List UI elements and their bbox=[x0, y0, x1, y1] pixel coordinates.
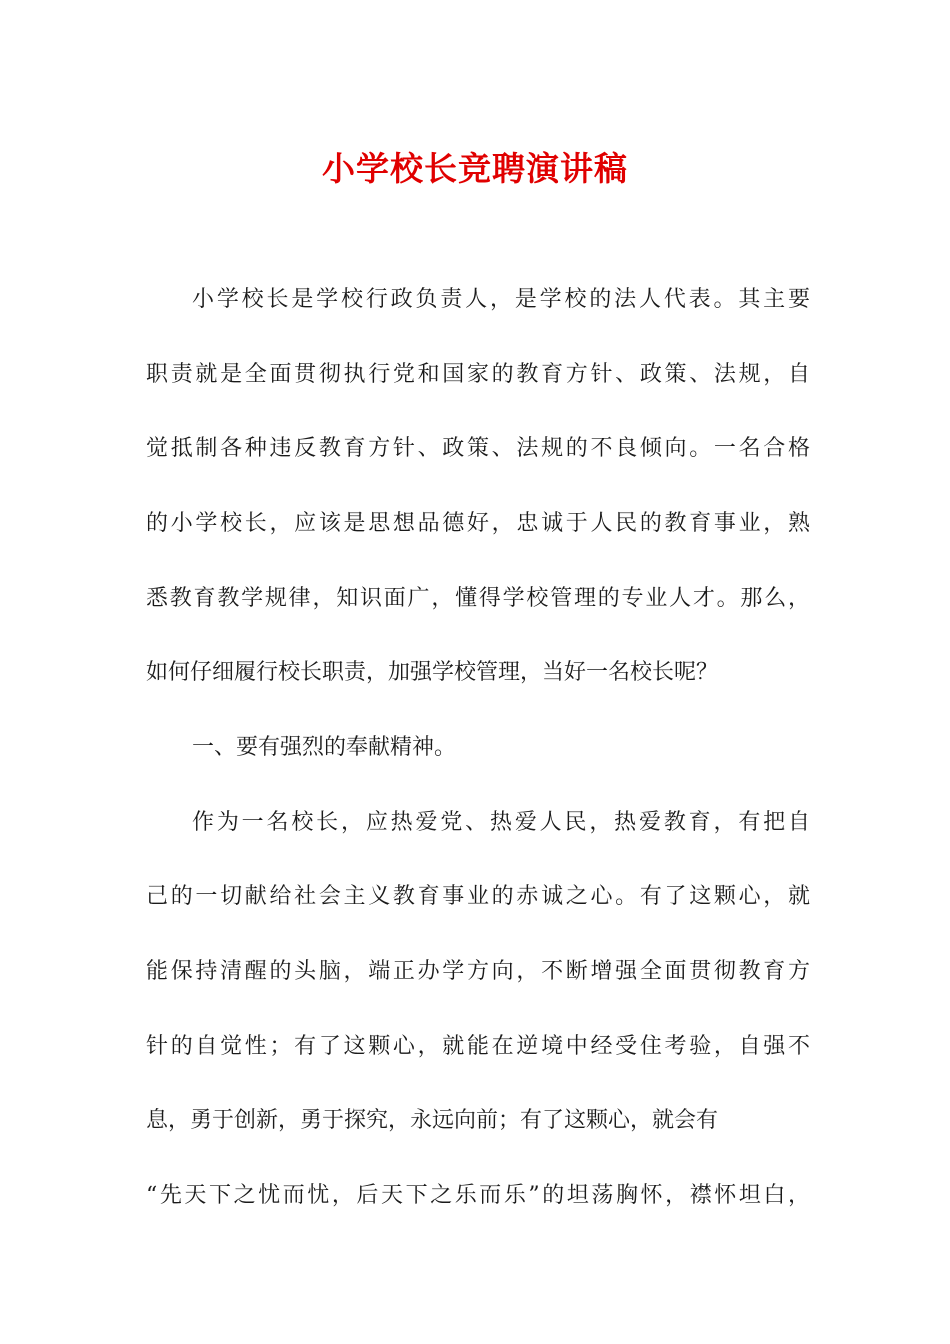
paragraph-line: 针的自觉性；有了这颗心，就能在逆境中经受住考验，自强不 bbox=[146, 1034, 810, 1059]
section-heading: 一、要有强烈的奉献精神。 bbox=[192, 735, 457, 760]
paragraph-line: 如何仔细履行校长职责，加强学校管理，当好一名校长呢？ bbox=[146, 660, 719, 685]
paragraph-line: 悉教育教学规律，知识面广，懂得学校管理的专业人才。那么， bbox=[146, 586, 810, 611]
paragraph-line: 职责就是全面贯彻执行党和国家的教育方针、政策、法规，自 bbox=[146, 362, 810, 387]
paragraph-line: 息，勇于创新，勇于探究，永远向前；有了这颗心，就会有 bbox=[146, 1108, 719, 1133]
paragraph-line: 的小学校长，应该是思想品德好，忠诚于人民的教育事业，熟 bbox=[146, 511, 810, 536]
document-title: 小学校长竞聘演讲稿 bbox=[322, 149, 628, 188]
paragraph-line: 作为一名校长，应热爱党、热爱人民，热爱教育，有把自 bbox=[192, 810, 810, 835]
paragraph-line: 能保持清醒的头脑，端正办学方向，不断增强全面贯彻教育方 bbox=[146, 959, 810, 984]
paragraph-line: 觉抵制各种违反教育方针、政策、法规的不良倾向。一名合格 bbox=[146, 436, 810, 461]
paragraph-line: 己的一切献给社会主义教育事业的赤诚之心。有了这颗心，就 bbox=[146, 884, 810, 909]
paragraph-line: 小学校长是学校行政负责人，是学校的法人代表。其主要 bbox=[192, 287, 810, 312]
paragraph-line: “先天下之忧而忧，后天下之乐而乐”的坦荡胸怀，襟怀坦白， bbox=[146, 1183, 810, 1208]
